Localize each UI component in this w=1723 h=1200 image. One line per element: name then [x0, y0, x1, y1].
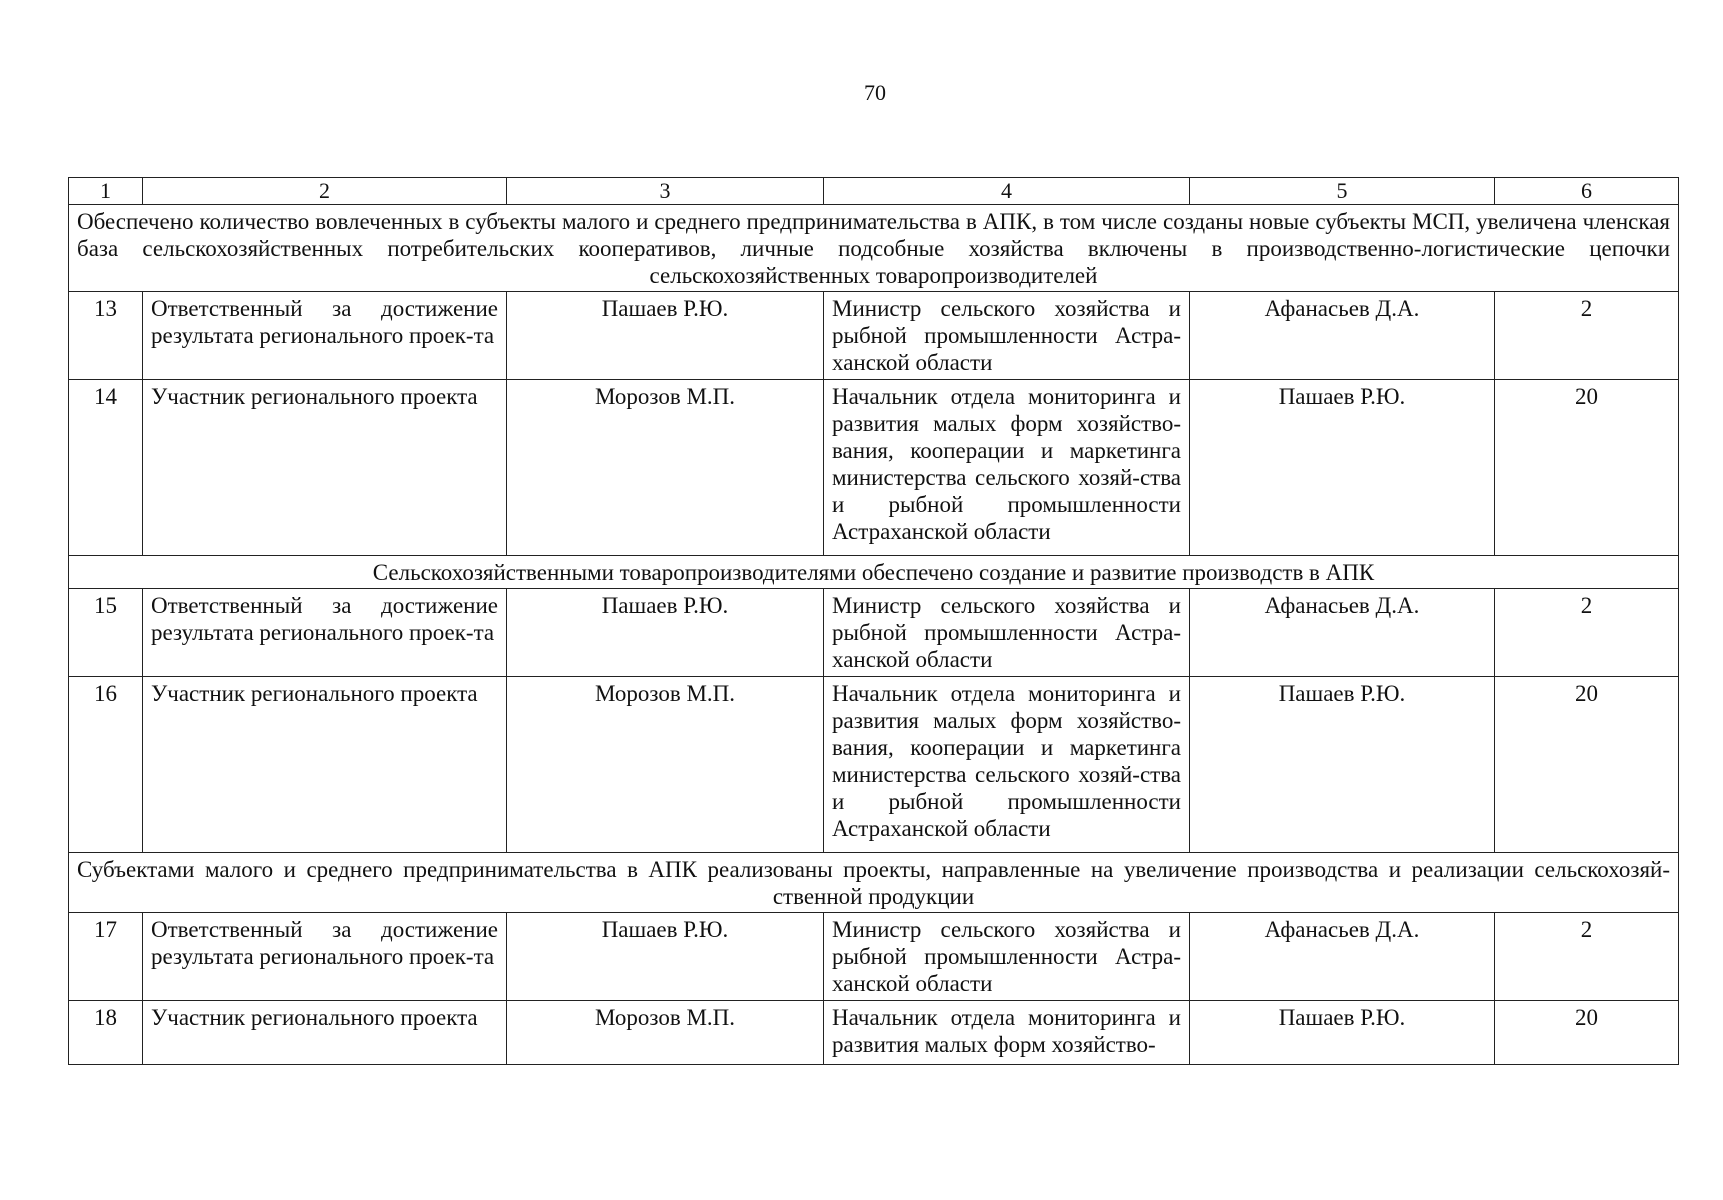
section-row: [69, 853, 1679, 913]
percent-cell: 2: [1495, 913, 1679, 1001]
column-number: 5: [1190, 178, 1495, 205]
table-row: [69, 1001, 1679, 1065]
role-cell: Ответственный за достижение результата регионального проек-та: [143, 913, 507, 1001]
table-row: [69, 913, 1679, 1001]
name-cell: Морозов М.П.: [507, 677, 824, 853]
name-cell: Пашаев Р.Ю.: [507, 292, 824, 380]
supervisor-cell: Афанасьев Д.А.: [1190, 913, 1495, 1001]
position-cell: Министр сельского хозяйства и рыбной промышленности Астра-ханской области: [824, 589, 1190, 677]
column-number: 4: [824, 178, 1190, 205]
supervisor-cell: Афанасьев Д.А.: [1190, 589, 1495, 677]
table-row: [69, 677, 1679, 853]
responsibility-table: [68, 177, 1679, 1065]
section-row: [69, 205, 1679, 292]
name-cell: Пашаев Р.Ю.: [507, 589, 824, 677]
role-cell: Ответственный за достижение результата регионального проек-та: [143, 292, 507, 380]
name-cell: Пашаев Р.Ю.: [507, 913, 824, 1001]
position-cell: Начальник отдела мониторинга и развития малых форм хозяйство-вания, кооперации и маркетинга министерства сельского хозяй-ства и рыбной промышленности Астраханской области: [824, 380, 1190, 556]
percent-cell: 20: [1495, 1001, 1679, 1065]
position-cell: Начальник отдела мониторинга и развития малых форм хозяйство-: [824, 1001, 1190, 1065]
role-cell: Участник регионального проекта: [143, 1001, 507, 1065]
section-title: Обеспечено количество вовлеченных в субъекты малого и среднего предпринимательства в АПК, в том числе созданы новые субъекты МСП, увеличена членская база сельскохозяйственных потребительских кооперативов, личные подсобные хозяйства включены в производственно-логистические цепочки сельскохозяйственных товаропроизводителей: [69, 205, 1679, 292]
supervisor-cell: Пашаев Р.Ю.: [1190, 380, 1495, 556]
section-title: Субъектами малого и среднего предпринимательства в АПК реализованы проекты, направленные на увеличение производства и реализации сельскохозяй-ственной продукции: [69, 853, 1679, 913]
role-cell: Участник регионального проекта: [143, 677, 507, 853]
column-number: 6: [1495, 178, 1679, 205]
name-cell: Морозов М.П.: [507, 1001, 824, 1065]
column-number: 1: [69, 178, 143, 205]
position-cell: Начальник отдела мониторинга и развития малых форм хозяйство-вания, кооперации и маркетинга министерства сельского хозяй-ства и рыбной промышленности Астраханской области: [824, 677, 1190, 853]
section-title: Сельскохозяйственными товаропроизводителями обеспечено создание и развитие производств в АПК: [69, 556, 1679, 589]
table-row: [69, 380, 1679, 556]
column-number: 3: [507, 178, 824, 205]
column-number-row: [69, 178, 1679, 205]
supervisor-cell: Афанасьев Д.А.: [1190, 292, 1495, 380]
supervisor-cell: Пашаев Р.Ю.: [1190, 1001, 1495, 1065]
role-cell: Ответственный за достижение результата регионального проек-та: [143, 589, 507, 677]
row-number: 18: [69, 1001, 143, 1065]
percent-cell: 2: [1495, 292, 1679, 380]
column-number: 2: [143, 178, 507, 205]
section-row: [69, 556, 1679, 589]
row-number: 13: [69, 292, 143, 380]
position-cell: Министр сельского хозяйства и рыбной промышленности Астра-ханской области: [824, 913, 1190, 1001]
row-number: 17: [69, 913, 143, 1001]
position-cell: Министр сельского хозяйства и рыбной промышленности Астра-ханской области: [824, 292, 1190, 380]
page-number: 70: [864, 80, 886, 105]
row-number: 15: [69, 589, 143, 677]
percent-cell: 2: [1495, 589, 1679, 677]
role-cell: Участник регионального проекта: [143, 380, 507, 556]
percent-cell: 20: [1495, 380, 1679, 556]
row-number: 16: [69, 677, 143, 853]
percent-cell: 20: [1495, 677, 1679, 853]
row-number: 14: [69, 380, 143, 556]
table-row: [69, 292, 1679, 380]
name-cell: Морозов М.П.: [507, 380, 824, 556]
table-row: [69, 589, 1679, 677]
supervisor-cell: Пашаев Р.Ю.: [1190, 677, 1495, 853]
